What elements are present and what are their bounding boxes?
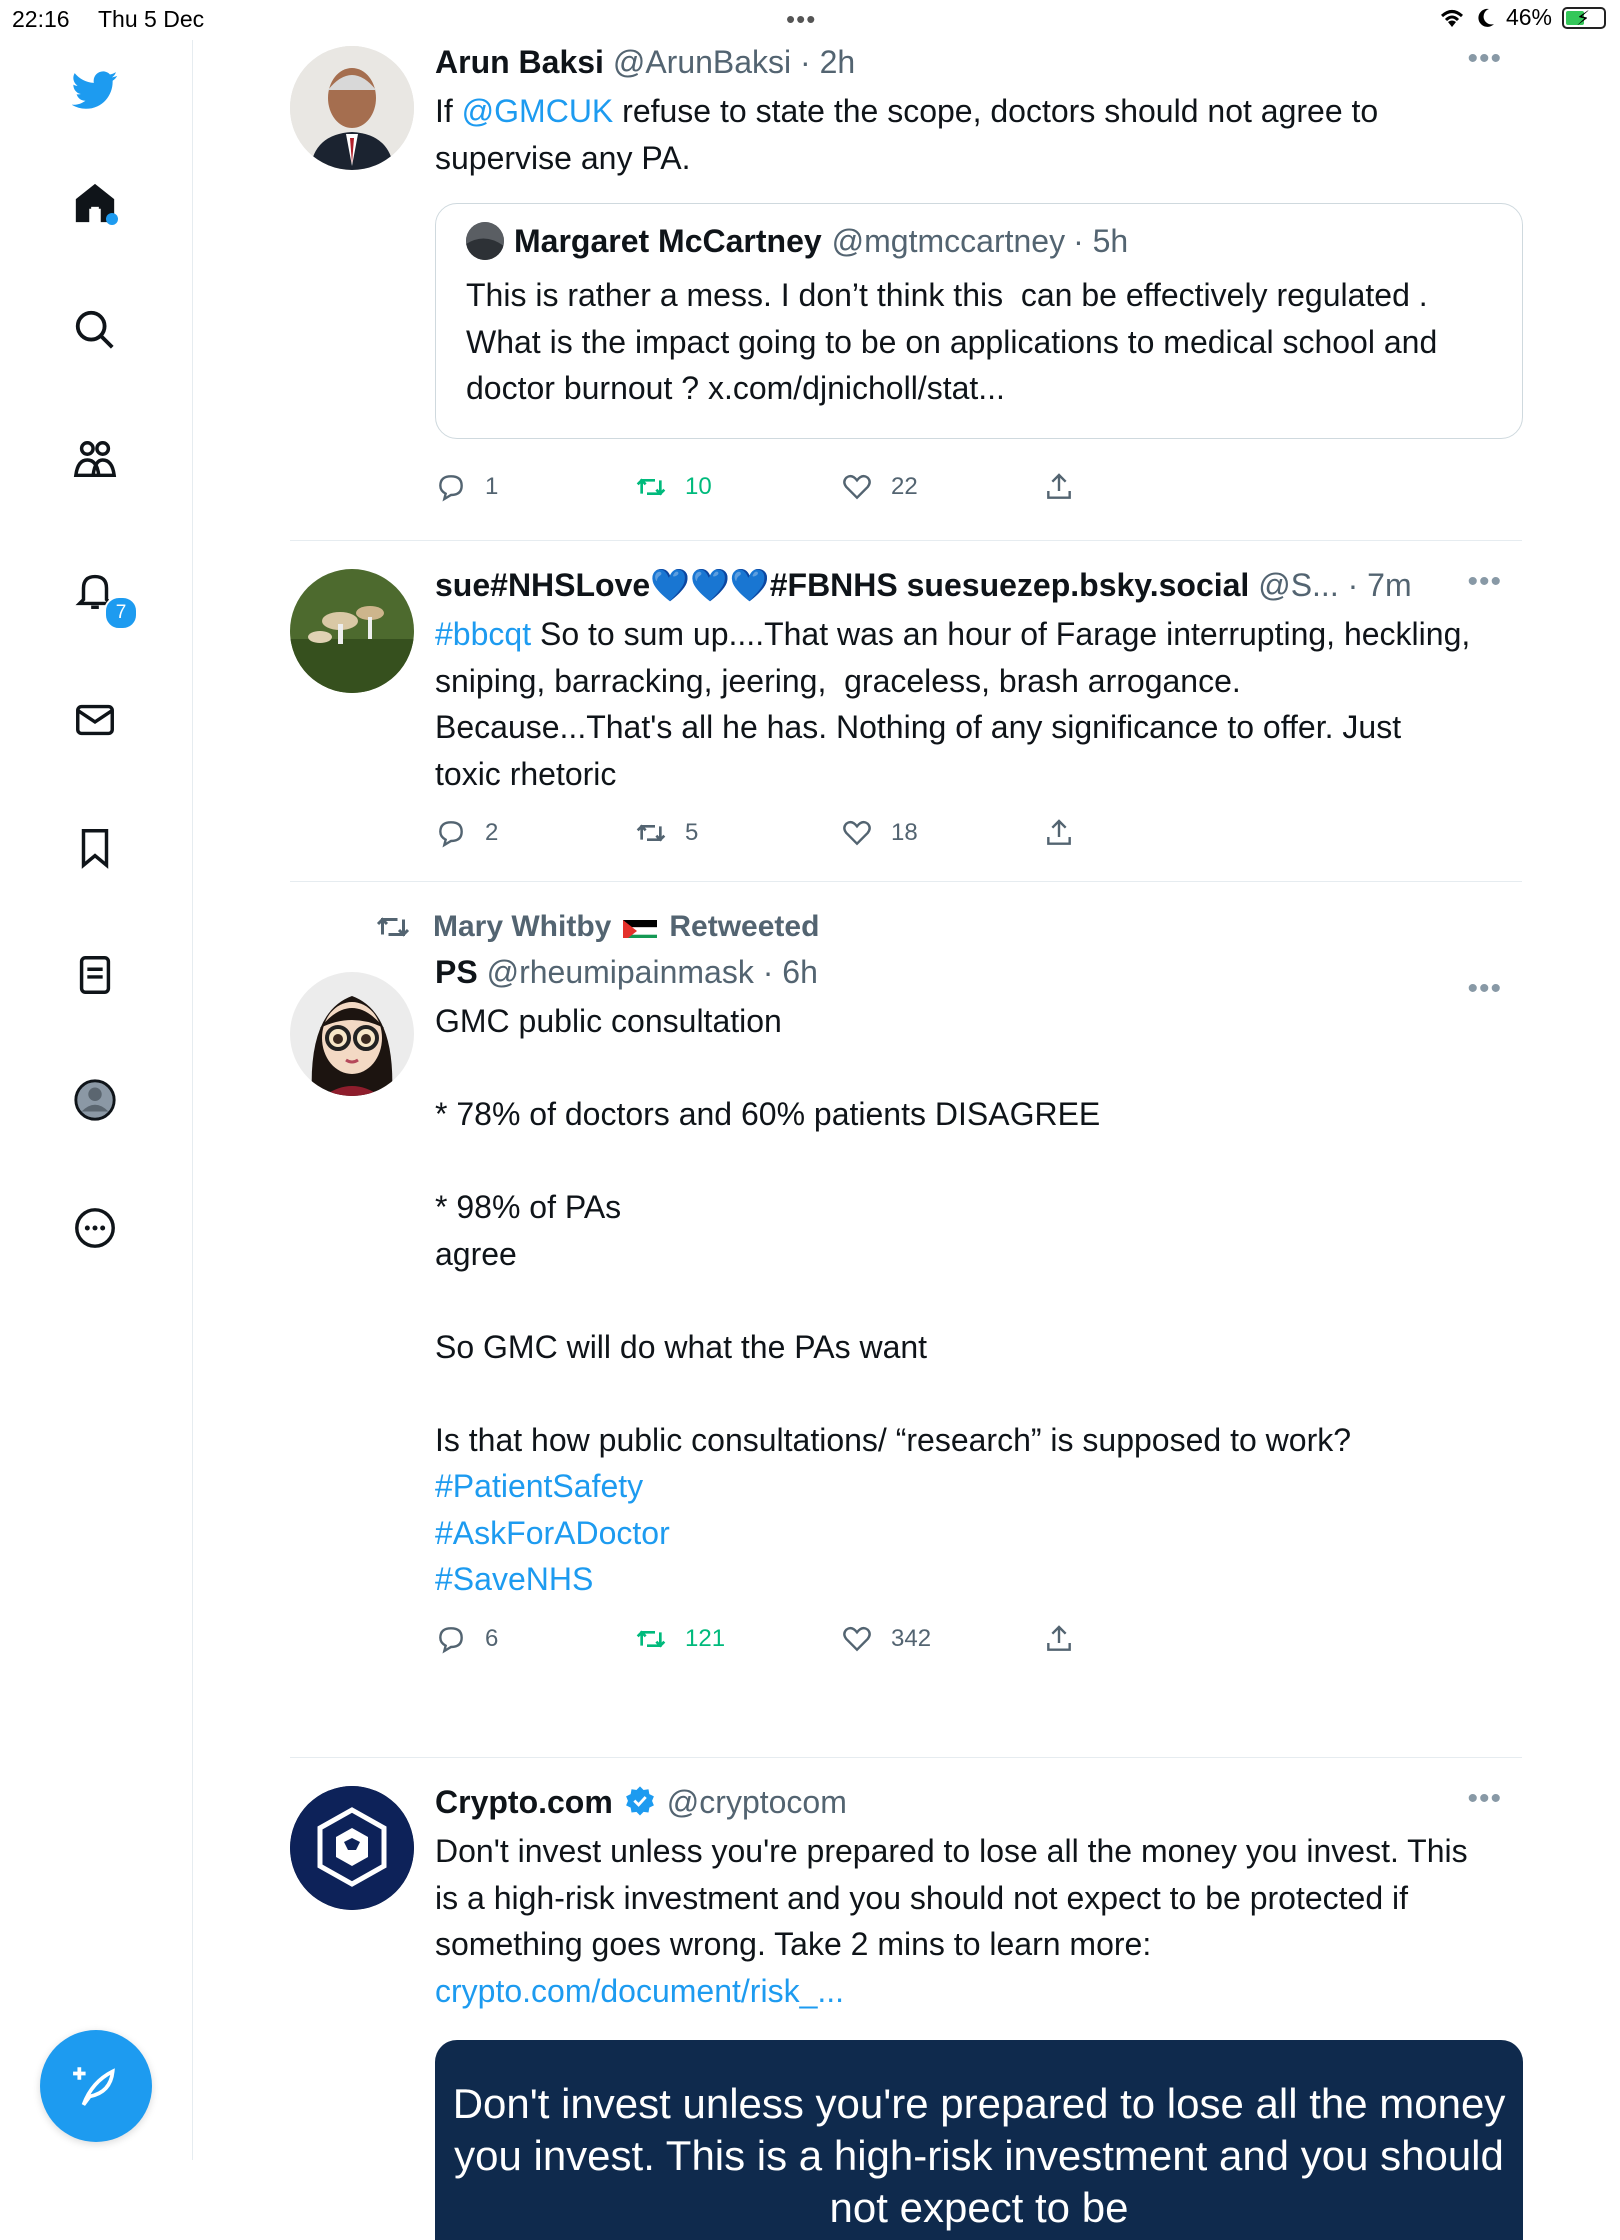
quoted-author-name: Margaret McCartney (514, 222, 822, 259)
feather-plus-icon (71, 2061, 121, 2111)
timeline-feed (290, 40, 1522, 2231)
communities-icon[interactable] (70, 435, 120, 485)
hashtag-link[interactable]: #SaveNHS (435, 1561, 594, 1597)
quoted-time: · 5h (1073, 222, 1129, 259)
tweet-arun-baksi[interactable] (290, 40, 1522, 541)
tweet-author-name[interactable]: sue#NHSLove💙💙💙#FBNHS suesuezep.bsky.social (435, 567, 1250, 603)
status-date: Thu 5 Dec (98, 6, 205, 32)
heart-icon (841, 471, 873, 503)
moon-icon (1476, 7, 1496, 29)
search-icon[interactable] (70, 305, 120, 355)
retweet-icon (635, 1623, 667, 1655)
reply-button[interactable] (435, 1623, 635, 1655)
more-circle-icon[interactable] (70, 1203, 120, 1253)
battery-icon: ⚡ (1562, 7, 1606, 29)
notifications-badge: 7 (104, 596, 138, 630)
profile-avatar-icon[interactable] (70, 1075, 120, 1125)
risk-document-link[interactable]: crypto.com/document/risk_... (435, 1972, 845, 2009)
reply-count: 1 (485, 472, 499, 500)
retweeter-name: Mary Whitby (433, 910, 612, 943)
quoted-author-handle: @mgtmccartney (831, 222, 1066, 259)
tweet-author-name[interactable]: Crypto.com (435, 1784, 613, 1820)
status-bar (0, 0, 1620, 40)
tweet-actions (435, 803, 1475, 863)
retweet-count: 121 (685, 1624, 726, 1652)
tweet-cryptocom-promoted[interactable] (290, 1758, 1522, 2231)
heart-icon (841, 817, 873, 849)
battery-percent: 46% (1505, 4, 1552, 30)
share-button[interactable] (1043, 817, 1075, 849)
reply-icon (435, 817, 467, 849)
tweet-author-name[interactable]: Arun Baksi (435, 44, 604, 80)
quoted-author-avatar (466, 222, 504, 260)
like-button[interactable] (841, 1623, 1043, 1655)
promoted-media-card[interactable] (435, 2040, 1523, 2240)
more-options-icon[interactable]: ••• (1467, 565, 1502, 598)
tweet-author-handle[interactable]: @S... · 7m (1258, 567, 1412, 603)
like-button[interactable] (841, 471, 1043, 503)
retweet-icon (375, 909, 411, 945)
reply-count: 6 (485, 1624, 499, 1652)
tweet-text: Don't invest unless you're prepared to lose all the money you invest. This is a high-risk investment and you should not expect to be protected if something goes wrong. Take 2 mins to learn more: crypto.com/document/risk_... (435, 1833, 1477, 2009)
tweet-text: If @GMCUK refuse to state the scope, doctors should not agree to supervise any PA. (435, 93, 1388, 176)
tweet-author-handle[interactable]: @ArunBaksi (612, 44, 792, 80)
like-count: 22 (891, 472, 918, 500)
reply-button[interactable] (435, 817, 635, 849)
avatar-arun-baksi[interactable] (290, 46, 414, 170)
avatar-sue[interactable] (290, 569, 414, 693)
retweet-icon (635, 817, 667, 849)
twitter-logo-icon[interactable] (70, 65, 120, 115)
retweet-count: 10 (685, 472, 712, 500)
tweet-text: GMC public consultation * 78% of doctors and 60% patients DISAGREE * 98% of PAs agree So GMC will do what the PAs want Is that how public consultations/ “research” is supposed to work? #PatientSafety #AskForADoctor #SaveNHS (435, 1003, 1352, 1597)
more-options-icon[interactable]: ••• (1467, 972, 1502, 1005)
more-options-icon[interactable]: ••• (1467, 1782, 1502, 1815)
palestine-flag-icon (623, 916, 657, 938)
tweet-text: #bbcqt So to sum up....That was an hour of Farage interrupting, heckling, sniping, barracking, jeering, graceless, brash arrogance. Because...That's all he has. Nothing of any significance to offer. Just toxic rhetoric (435, 616, 1480, 792)
more-options-icon[interactable]: ••• (1467, 42, 1502, 75)
retweeted-by-line[interactable] (375, 902, 1522, 952)
wifi-icon (1438, 7, 1466, 29)
retweet-icon (635, 471, 667, 503)
like-button[interactable] (841, 817, 1043, 849)
hashtag-link[interactable]: #bbcqt (435, 616, 532, 652)
share-icon (1043, 1623, 1075, 1655)
heart-icon (841, 1623, 873, 1655)
avatar-cryptocom[interactable] (290, 1786, 414, 1910)
retweet-button[interactable] (635, 471, 841, 503)
retweet-button[interactable] (635, 1623, 841, 1655)
share-icon (1043, 817, 1075, 849)
verified-badge-icon (623, 1785, 657, 1819)
home-unread-dot (106, 213, 118, 225)
tweet-time[interactable]: · 2h (800, 44, 856, 80)
reply-icon (435, 471, 467, 503)
tweet-author-handle[interactable]: @cryptocom (666, 1784, 847, 1820)
like-count: 342 (891, 1624, 932, 1652)
multitask-dots-icon[interactable]: ••• (786, 4, 817, 34)
share-button[interactable] (1043, 471, 1075, 503)
bookmarks-icon[interactable] (70, 823, 120, 873)
like-count: 18 (891, 819, 918, 846)
tweet-ps-retweeted[interactable] (290, 902, 1522, 1758)
tweet-sue[interactable] (290, 541, 1522, 882)
mention-link[interactable]: @GMCUK (461, 93, 614, 129)
sidebar (0, 40, 193, 2160)
tweet-actions (435, 457, 1475, 517)
share-icon (1043, 471, 1075, 503)
tweet-time[interactable]: · 6h (762, 954, 818, 990)
messages-icon[interactable] (70, 695, 120, 745)
tweet-actions (435, 1609, 1475, 1669)
tweet-author-name[interactable]: PS (435, 954, 478, 990)
retweet-button[interactable] (635, 817, 841, 849)
quoted-tweet[interactable] (435, 203, 1523, 439)
retweeted-label: Retweeted (669, 910, 820, 943)
hashtag-link[interactable]: #PatientSafety (435, 1468, 644, 1504)
share-button[interactable] (1043, 1623, 1075, 1655)
reply-button[interactable] (435, 471, 635, 503)
retweet-count: 5 (685, 819, 699, 846)
hashtag-link[interactable]: #AskForADoctor (435, 1514, 670, 1551)
quoted-text: This is rather a mess. I don’t think this can be effectively regulated . What is the impact going to be on applications to medical school and doctor burnout ? x.com/djnicholl/stat... (466, 277, 1447, 406)
tweet-author-handle[interactable]: @rheumipainmask (486, 954, 754, 990)
reply-icon (435, 1623, 467, 1655)
status-time: 22:16 (12, 6, 70, 32)
compose-tweet-button[interactable] (40, 2030, 152, 2142)
avatar-ps[interactable] (290, 972, 414, 1096)
lists-icon[interactable] (70, 950, 120, 1000)
promoted-media-text: Don't invest unless you're prepared to lose all the money you invest. This is a high-risk investment and you should not expect to be (452, 2080, 1506, 2231)
reply-count: 2 (485, 819, 499, 846)
